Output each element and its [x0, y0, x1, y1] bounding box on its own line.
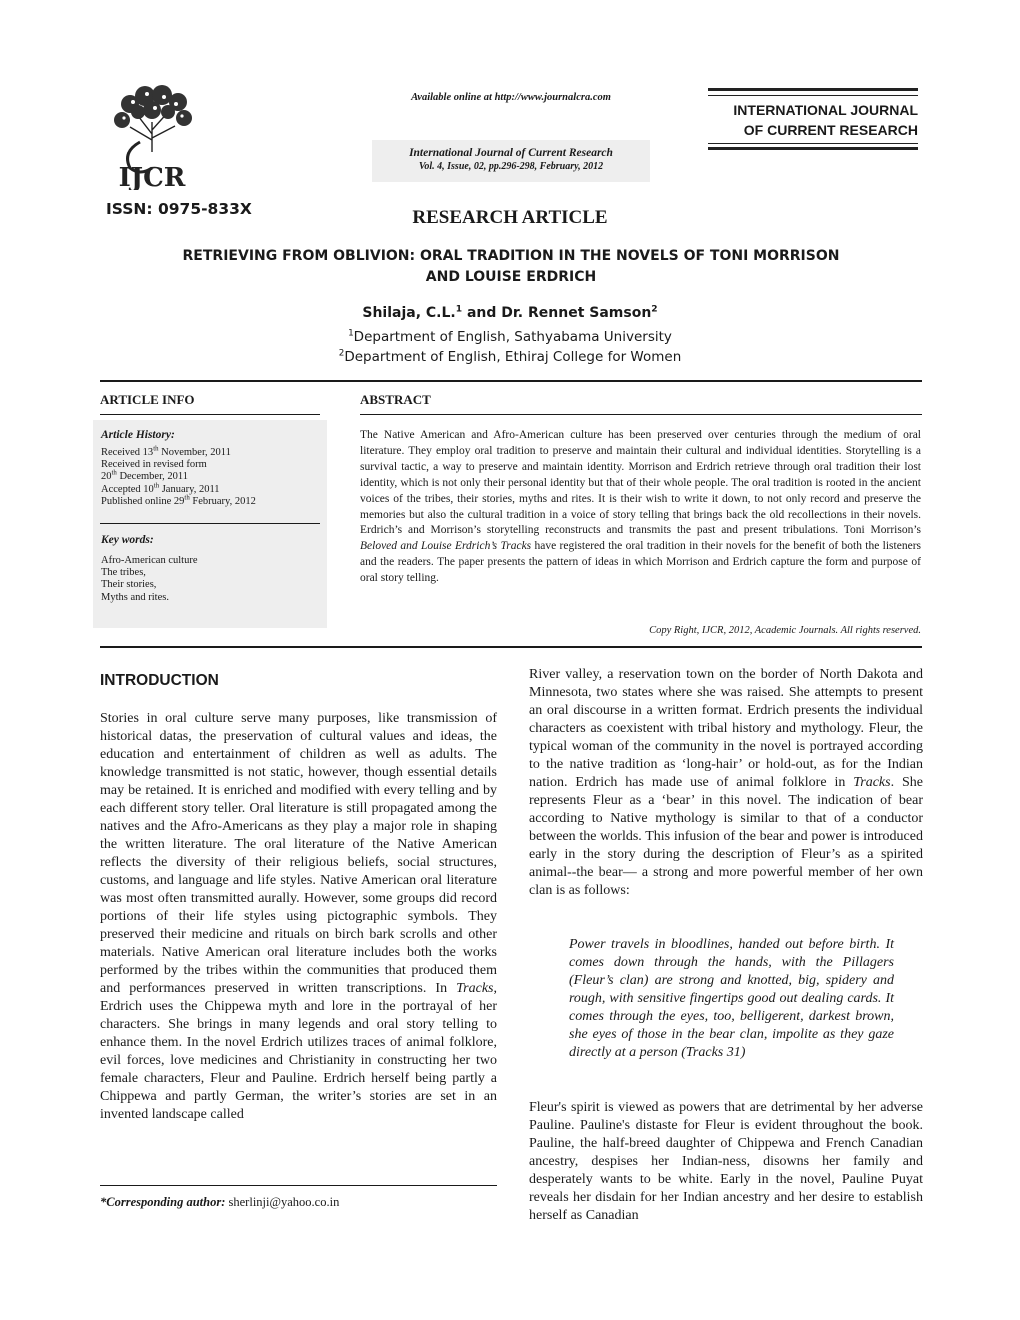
journal-name: International Journal of Current Research: [409, 147, 613, 159]
ijcr-line1: INTERNATIONAL JOURNAL: [733, 102, 918, 118]
intro-paragraph-2: [529, 666, 923, 900]
footnote-rule: [100, 1185, 497, 1186]
journal-citation-box: [372, 140, 650, 182]
ijcr-line2: OF CURRENT RESEARCH: [743, 122, 918, 138]
keyword-item: Afro-American culture: [101, 555, 198, 566]
affiliation-2-sup: 2: [338, 348, 345, 359]
authors-and: and: [462, 305, 502, 321]
affiliation-2-text: Department of English, Ethiraj College for Women: [344, 349, 682, 365]
intro-paragraph-3: Fleur's spirit is viewed as powers that are detrimental by her adverse Pauline. Pauline's distaste for Fleur is evident throughout the book. Pauline, the half-breed daughter of Chippewa and French Canadian ancestry, despises her Indian-ness, disowns her family and desperately wants to be white. Early in the novel, Pauline Puyat reveals her disdain for her Indian ancestry and her desire to establish herself as Canadian: [529, 1100, 923, 1223]
copyright: Copy Right, IJCR, 2012, Academic Journals. All rights reserved.: [649, 625, 921, 636]
author-2: Dr. Rennet Samson: [501, 305, 652, 321]
keywords-list: [101, 555, 323, 604]
block-quote: Power travels in bloodlines, handed out before birth. It comes down through the hands, with the Pillagers (Fleur’s clan) are strong and knotted, big, spidery and rough, with sensitive fingertips good out dealing cards. It comes through the eyes, too, belligerent, darkest brown, she eyes of those in the bear clan, impolite as they gaze directly at a person (Tracks 31): [569, 937, 894, 1060]
author-1-sup: 1: [455, 304, 463, 315]
revised-date: [101, 471, 323, 483]
article-info-heading: ARTICLE INFO: [100, 392, 195, 407]
keyword-item: Myths and rites.: [101, 591, 169, 603]
corresponding-label: *Corresponding author:: [100, 1195, 226, 1209]
author-2-sup: 2: [651, 304, 658, 315]
article-history: [101, 447, 323, 508]
info-rule: [100, 414, 320, 415]
published-sup: th: [184, 494, 190, 502]
keywords-heading: Key words:: [101, 534, 154, 546]
intro-p2-part-a: River valley, a reservation town on the border of North Dakota and Minnesota, two states where she was raised. She attempts to present an oral discourse in a written format. Erdrich presents the individual characters as coexistent with tribal history and mythology. Fleur, the typical woman of the community in the novel is portrayed according to the native tradition as ‘long-hair’ or hold-out, as for the Indian nation. Erdrich has made use of animal folklore in: [529, 667, 923, 790]
intro-p1-italic: Tracks: [456, 981, 494, 996]
accepted-sup: th: [153, 482, 160, 490]
article-type: RESEARCH ARTICLE: [412, 207, 608, 228]
keyword-item: Their stories,: [101, 579, 157, 591]
received-pre: Received 13: [101, 447, 154, 458]
received-date: [101, 447, 323, 459]
intro-p1-part-a: Stories in oral culture serve many purposes, like transmission of historical datas, the preservation of cultural values and ideas, the education and entertainment of children as well as adults. The knowledge transmitted is not static, however, though essential details may be retained. It is enriched and modified with every telling and by each different story teller. Oral literature is still propagated among the natives and the Afro-Americans as they play a major role in shaping the written literature. The oral literature of the Native American reflects the diversity of their religious beliefs, social structures, customs, and language and life styles. Native American oral literature was most often transmitted aurally. However, some groups did record portions of their life styles using pictographic symbols. They preserved their medicine and rituals on birch bark scrolls and other materials. Native American oral literature includes both the works performed by the tribes within the communities that produced them and performances preserved in written transcriptions. In: [100, 711, 497, 996]
published-pre: Published online 29: [101, 495, 185, 507]
revised-sup: th: [111, 469, 117, 477]
journal-issue: Vol. 4, Issue, 02, pp.296-298, February, 2012: [418, 161, 604, 172]
abstract-italic: Beloved and Louise Erdrich’s Tracks: [360, 540, 532, 553]
received-sup: th: [153, 445, 159, 453]
accepted-date: [101, 484, 323, 496]
published-date: [101, 496, 323, 508]
affiliation-2: [200, 349, 820, 365]
corresponding-email: sherlinji@yahoo.co.in: [225, 1195, 340, 1209]
tree-logo-icon: [100, 82, 205, 190]
title-line-1: RETRIEVING FROM OBLIVION: ORAL TRADITION IN THE NOVELS OF TONI MORRISON: [182, 248, 840, 264]
affiliation-1-sup: 1: [348, 328, 354, 339]
ijcr-masthead: [708, 88, 918, 152]
logo-letters: IJCR: [118, 163, 186, 190]
intro-p2-part-b: . She represents Fleur as a ‘bear’ in this novel. The indication of bear according to Native mythology is similar to that of a conductor between the worlds. This infusion of the bear and power is introduced early in the story during the description of Fleur’s as a spirited animal--the bear— a strong and more powerful member of her own clan is as follows:: [529, 775, 923, 898]
journal-logo: [100, 82, 205, 190]
abstract-part-2: have registered the oral tradition in their novels for the benefit of both the listeners and the readers. The paper presents the pattern of ideas in which Morrison and Erdrich capture the form and purpose of oral story telling.: [360, 540, 921, 585]
affiliation-1-text: Department of English, Sathyabama University: [353, 329, 672, 345]
keywords-rule: [100, 523, 320, 524]
corresponding-author: [100, 1195, 339, 1210]
available-online: Available online at http://www.journalcra.com: [411, 92, 611, 103]
introduction-heading: INTRODUCTION: [100, 672, 219, 689]
accepted-post: January, 2011: [159, 483, 220, 495]
title-line-2: AND LOUISE ERDRICH: [425, 269, 597, 285]
authors: [200, 305, 820, 321]
intro-paragraph-1: [100, 710, 497, 1124]
intro-p2-italic: Tracks: [853, 775, 891, 790]
affiliation-1: [200, 329, 820, 345]
keyword-item: The tribes,: [101, 567, 146, 579]
top-rule: [100, 380, 922, 382]
abstract-text: [360, 428, 921, 587]
author-1: Shilaja, C.L.: [362, 305, 456, 321]
revised-post: December, 2011: [116, 471, 189, 483]
intro-p1-part-b: , Erdrich uses the Chippewa myth and lore in the portrayal of her characters. She brings in many legends and oral story telling to enhance them. In the novel Erdrich utilizes traces of animal folklore, evil forces, love medicines and Christianity in constructing her two female characters, Fleur and Pauline. Erdrich herself being partly a Chippewa and partly German, the writer’s stories are set in an invented landscape called: [100, 981, 497, 1122]
received-post: November, 2011: [158, 447, 231, 458]
abstract-heading: ABSTRACT: [360, 392, 431, 407]
abstract-rule: [360, 414, 922, 415]
published-post: February, 2012: [189, 495, 256, 507]
revised-pre: 20: [101, 471, 112, 483]
article-title: [100, 246, 922, 288]
revised-label: Received in revised form: [101, 459, 207, 471]
accepted-pre: Accepted 10: [101, 483, 154, 495]
abstract-part-1: The Native American and Afro-American culture has been preserved over centuries through the medium of oral literature. They employ oral tradition to preserve and maintain their cultural and individual identities. Storytelling is a survival tactic, a way to preserve and maintain identity. Morrison and Erdrich retrieve through oral tradition their lost identity, which is not only their personal identity but that of their whole people. The oral tradition is rooted in the ancient voices of the tribes, their stories, myths and rites. It is their wish to write it down, to not only record and preserve the memories but also the cultural tradition in a voice of story telling that brings back the old recollections in their novels. Erdrich’s and Morrison’s storytelling reconstructs and transmits the past and present tribulations. Toni Morrison’s: [360, 429, 921, 537]
issn: ISSN: 0975-833X: [106, 200, 252, 218]
history-heading: Article History:: [101, 429, 175, 441]
section-rule: [100, 646, 922, 648]
